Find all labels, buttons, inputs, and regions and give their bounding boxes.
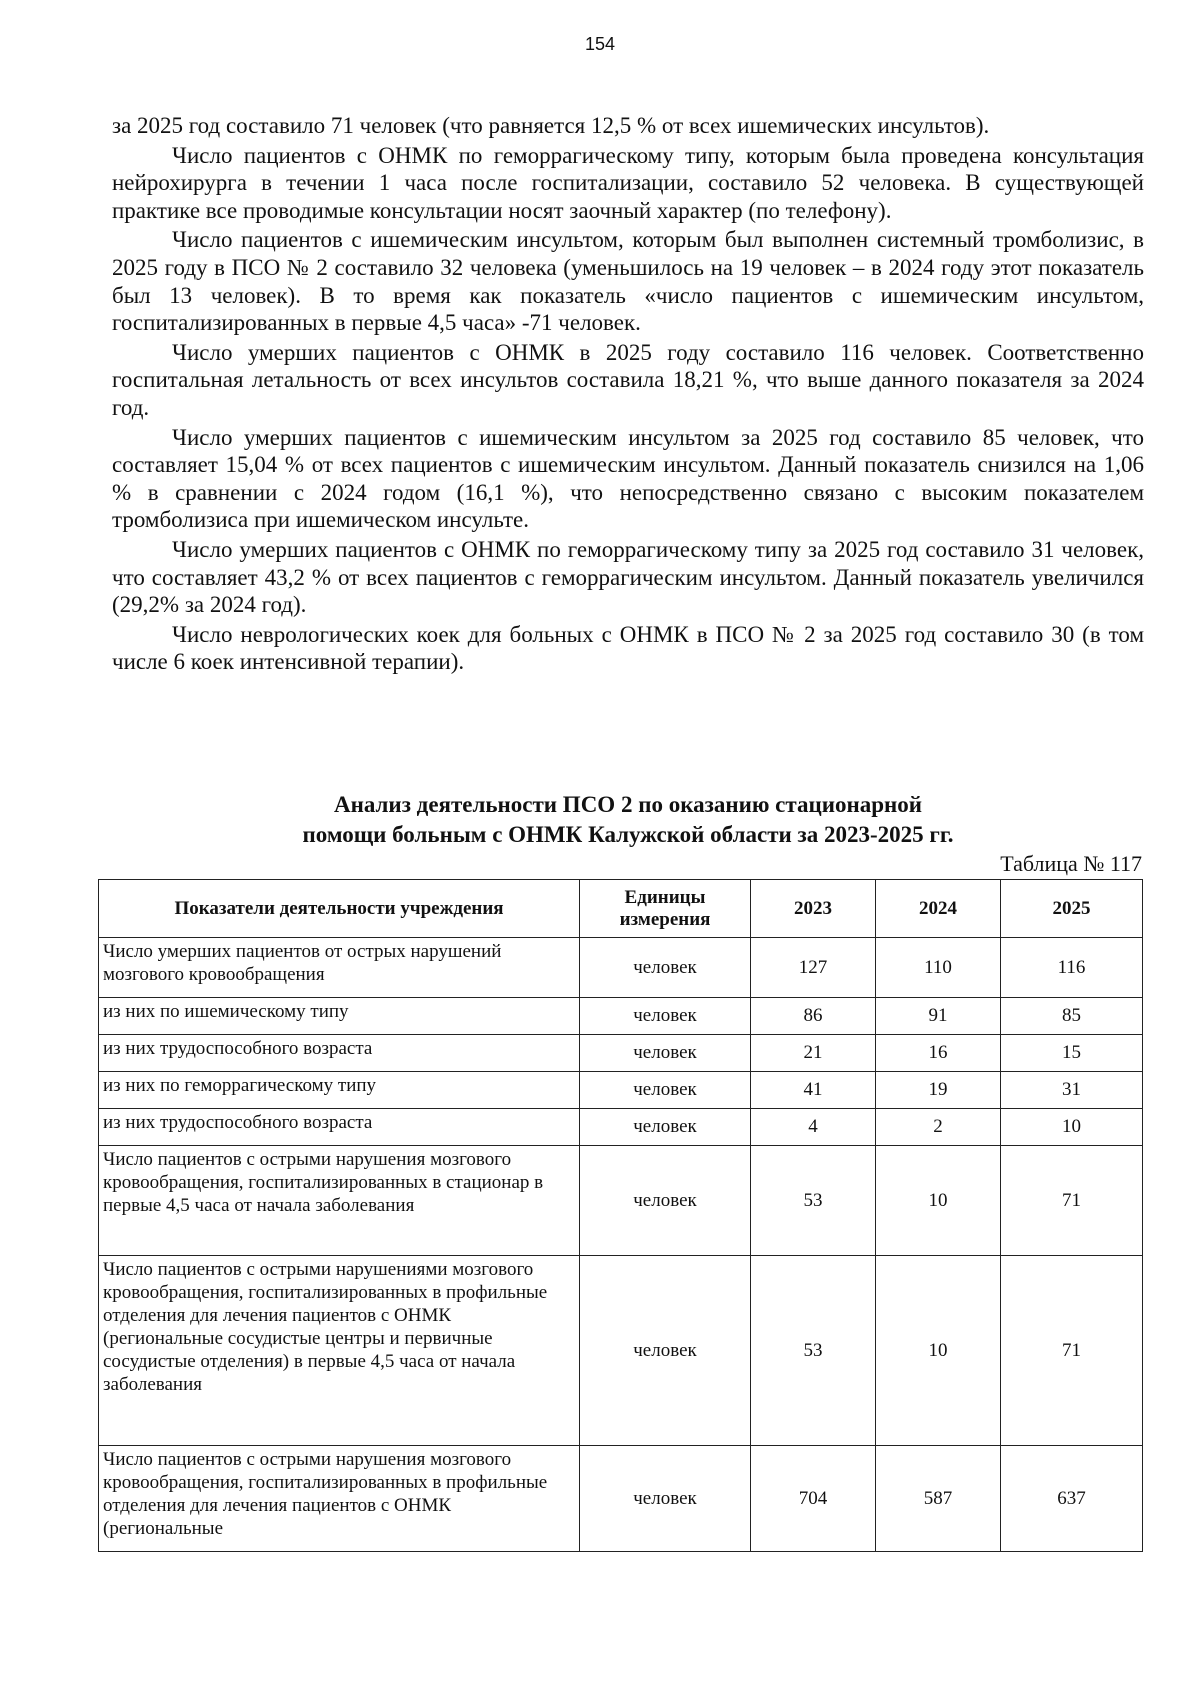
- cell-2024: 91: [876, 998, 1001, 1035]
- cell-2025: 71: [1001, 1256, 1143, 1446]
- cell-2025: 15: [1001, 1035, 1143, 1072]
- cell-2024: 110: [876, 938, 1001, 998]
- cell-2025: 10: [1001, 1109, 1143, 1146]
- cell-unit: человек: [580, 1109, 751, 1146]
- table-title-line: помощи больным с ОНМК Калужской области за 2023-2025 гг.: [302, 822, 954, 847]
- table-row: [99, 1109, 1143, 1146]
- cell-indicator: Число умерших пациентов от острых нарушений мозгового кровообращения: [99, 938, 580, 998]
- cell-unit: человек: [580, 998, 751, 1035]
- paragraph: Число умерших пациентов с ОНМК по геморрагическому типу за 2025 год составило 31 человек, что составляет 43,2 % от всех пациентов с геморрагическим инсультом. Данный показатель увеличился (29,2% за 2024 год).: [112, 536, 1144, 618]
- cell-unit: человек: [580, 938, 751, 998]
- cell-2023: 41: [751, 1072, 876, 1109]
- table-row: [99, 1146, 1143, 1256]
- cell-2025: 71: [1001, 1146, 1143, 1256]
- paragraph: Число неврологических коек для больных с ОНМК в ПСО № 2 за 2025 год составило 30 (в том числе 6 коек интенсивной терапии).: [112, 621, 1144, 675]
- cell-unit: человек: [580, 1256, 751, 1446]
- paragraph: Число умерших пациентов с ОНМК в 2025 году составило 116 человек. Соответственно госпитальная летальность от всех инсультов составила 18,21 %, что выше данного показателя за 2024 год.: [112, 339, 1144, 420]
- cell-2025: 637: [1001, 1446, 1143, 1552]
- header-indicator: Показатели деятельности учреждения: [99, 880, 580, 938]
- header-unit: Единицы измерения: [580, 880, 751, 938]
- cell-2023: 4: [751, 1109, 876, 1146]
- table-row: [99, 1035, 1143, 1072]
- cell-2023: 21: [751, 1035, 876, 1072]
- table-row: [99, 998, 1143, 1035]
- cell-indicator: Число пациентов с острыми нарушения мозгового кровообращения, госпитализированных в профильные отделения для лечения пациентов с ОНМК (региональные: [99, 1446, 580, 1552]
- cell-2024: 16: [876, 1035, 1001, 1072]
- cell-2024: 10: [876, 1146, 1001, 1256]
- paragraph: за 2025 год составило 71 человек (что равняется 12,5 % от всех ишемических инсультов).: [112, 113, 990, 138]
- cell-2024: 10: [876, 1256, 1001, 1446]
- header-2023: 2023: [751, 880, 876, 938]
- table-row: [99, 1446, 1143, 1552]
- cell-2025: 116: [1001, 938, 1143, 998]
- cell-unit: человек: [580, 1146, 751, 1256]
- table-row: [99, 1256, 1143, 1446]
- cell-2024: 587: [876, 1446, 1001, 1552]
- table-row: [99, 1072, 1143, 1109]
- cell-indicator: из них трудоспособного возраста: [99, 1035, 580, 1072]
- cell-2025: 85: [1001, 998, 1143, 1035]
- cell-unit: человек: [580, 1072, 751, 1109]
- table-title: [112, 790, 1144, 850]
- table-number: Таблица № 117: [1000, 851, 1142, 876]
- cell-2023: 53: [751, 1256, 876, 1446]
- cell-2023: 127: [751, 938, 876, 998]
- cell-indicator: Число пациентов с острыми нарушения мозгового кровообращения, госпитализированных в стационар в первые 4,5 часа от начала заболевания: [99, 1146, 580, 1256]
- cell-indicator: Число пациентов с острыми нарушениями мозгового кровообращения, госпитализированных в профильные отделения для лечения пациентов с ОНМК (региональные сосудистые центры и первичные сосудистые отделения) в первые 4,5 часа от начала заболевания: [99, 1256, 580, 1446]
- body-text: [112, 112, 1144, 678]
- cell-2023: 704: [751, 1446, 876, 1552]
- cell-2025: 31: [1001, 1072, 1143, 1109]
- table-header-row: [99, 880, 1143, 938]
- table-title-line: Анализ деятельности ПСО 2 по оказанию стационарной: [333, 792, 923, 817]
- cell-indicator: из них по геморрагическому типу: [99, 1072, 580, 1109]
- cell-indicator: из них трудоспособного возраста: [99, 1109, 580, 1146]
- table-row: [99, 938, 1143, 998]
- cell-2024: 19: [876, 1072, 1001, 1109]
- paragraph: Число умерших пациентов с ишемическим инсультом за 2025 год составило 85 человек, что составляет 15,04 % от всех пациентов с ишемическим инсультом. Данный показатель снизился на 1,06 % в сравнении с 2024 годом (16,1 %), что непосредственно связано с высоким показателем тромболизиса при ишемическом инсульте.: [112, 424, 1144, 533]
- header-2025: 2025: [1001, 880, 1143, 938]
- cell-2024: 2: [876, 1109, 1001, 1146]
- cell-unit: человек: [580, 1035, 751, 1072]
- cell-unit: человек: [580, 1446, 751, 1552]
- header-2024: 2024: [876, 880, 1001, 938]
- data-table: [98, 879, 1143, 1552]
- cell-2023: 86: [751, 998, 876, 1035]
- paragraph: Число пациентов с ОНМК по геморрагическому типу, которым была проведена консультация нейрохирурга в течении 1 часа после госпитализации, составило 52 человека. В существующей практике все проводимые консультации носят заочный характер (по телефону).: [112, 142, 1144, 223]
- cell-indicator: из них по ишемическому типу: [99, 998, 580, 1035]
- cell-2023: 53: [751, 1146, 876, 1256]
- paragraph: Число пациентов с ишемическим инсультом, которым был выполнен системный тромболизис, в 2025 году в ПСО № 2 составило 32 человека (уменьшилось на 19 человек – в 2024 году этот показатель был 13 человек). В то время как показатель «число пациентов с ишемическим инсультом, госпитализированных в первые 4,5 часа» -71 человек.: [112, 227, 1144, 336]
- page-number: 154: [584, 34, 616, 54]
